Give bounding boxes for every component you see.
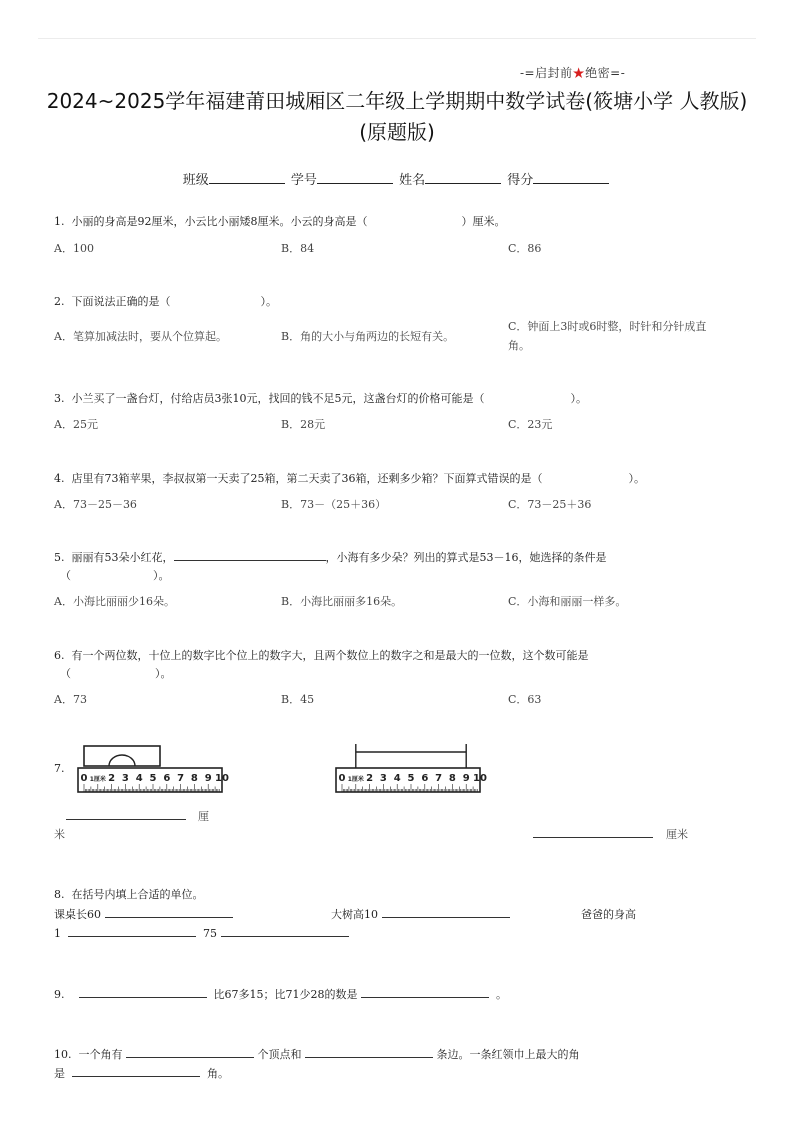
option-2c-cont: 角。	[508, 339, 530, 352]
question-3: 3. 小兰买了一盏台灯，付给店员3张10元，找回的钱不足5元，这盏台灯的价格可能是（ ）。	[54, 392, 587, 405]
score-label: 得分	[507, 173, 534, 188]
measured-object-right	[356, 744, 466, 768]
class-blank[interactable]	[209, 171, 285, 184]
ruler-tick-label: 2	[108, 773, 116, 784]
question-8-item-4: 1 75	[54, 925, 349, 940]
option-1a[interactable]: A．100	[54, 242, 94, 255]
ruler-tick-label: 10	[473, 773, 487, 784]
star-icon: ★	[572, 66, 586, 80]
option-3c[interactable]: C．23元	[508, 418, 553, 431]
ruler-tick-label: 1厘米	[89, 776, 106, 783]
question-2: 2. 下面说法正确的是（ ）。	[54, 295, 277, 308]
top-rule	[38, 38, 756, 39]
unit-7b: 厘米	[666, 828, 688, 841]
option-5c[interactable]: C．小海和丽丽一样多。	[508, 595, 627, 608]
unit-7a-cont: 米	[54, 828, 65, 841]
question-10-cont: 是 角。	[54, 1067, 229, 1080]
option-3b[interactable]: B．28元	[281, 418, 326, 431]
ruler-tick-label: 7	[177, 773, 185, 784]
ruler-tick-label: 3	[121, 773, 129, 784]
option-1c[interactable]: C．86	[508, 242, 542, 255]
question-5: 5. 丽丽有53朵小红花， ，小海有多少朵？列出的算式是53－16，她选择的条件是	[54, 551, 607, 564]
ruler-tick-label: 4	[393, 773, 401, 784]
answer-blank-9a[interactable]	[79, 986, 207, 998]
ruler-tick-label: 9	[462, 773, 470, 784]
question-9: 9. 比67多15；比71少28的数是 。	[54, 988, 507, 1001]
id-label: 学号	[290, 173, 317, 188]
answer-blank-8b[interactable]	[382, 906, 510, 918]
ruler-tick-label: 2	[366, 773, 374, 784]
ruler-figure-left	[76, 740, 229, 798]
option-4b[interactable]: B．73－（25＋36）	[281, 498, 387, 511]
answer-blank-10a[interactable]	[126, 1046, 254, 1058]
ruler-tick-label: 8	[448, 773, 456, 784]
answer-blank-5a[interactable]	[174, 549, 326, 561]
question-6: 6. 有一个两位数，十位上的数字比个位上的数字大，且两个数位上的数字之和是最大的一位数，这个数可能是	[54, 649, 589, 662]
ruler-tick-label: 6	[421, 773, 429, 784]
id-blank[interactable]	[317, 171, 393, 184]
student-info-row	[0, 169, 794, 188]
question-8-item-1: 课桌长60	[54, 906, 233, 922]
seal-stamp: -=启封前★绝密=-	[520, 66, 626, 80]
ruler-tick-label: 4	[135, 773, 143, 784]
ruler-tick-label: 8	[190, 773, 198, 784]
ruler-tick-label: 6	[163, 773, 171, 784]
question-7: 7.	[54, 762, 65, 775]
option-5b[interactable]: B．小海比丽丽多16朵。	[281, 595, 403, 608]
option-2b[interactable]: B．角的大小与角两边的长短有关。	[281, 330, 455, 343]
score-blank[interactable]	[533, 171, 609, 184]
ruler-tick-label: 9	[204, 773, 212, 784]
ruler-tick-label: 7	[435, 773, 443, 784]
question-6-cont: （ ）。	[60, 667, 172, 680]
class-label: 班级	[182, 173, 209, 188]
option-6c[interactable]: C．63	[508, 693, 542, 706]
option-4a[interactable]: A．73－25－36	[54, 498, 137, 511]
answer-blank-7a[interactable]	[66, 808, 186, 820]
ruler-tick-label: 1厘米	[347, 776, 364, 783]
question-8-item-3: 爸爸的身高	[581, 908, 636, 921]
ruler-figure-right	[334, 740, 487, 798]
answer-blank-10b[interactable]	[305, 1046, 433, 1058]
option-3a[interactable]: A．25元	[54, 418, 98, 431]
question-8-item-2: 大树高10	[331, 906, 510, 922]
option-6a[interactable]: A．73	[54, 693, 87, 706]
answer-blank-8c[interactable]	[68, 925, 196, 937]
ruler-tick-label: 3	[379, 773, 387, 784]
name-blank[interactable]	[425, 171, 501, 184]
answer-blank-7b[interactable]	[533, 826, 653, 838]
answer-blank-8d[interactable]	[221, 925, 349, 937]
option-2c[interactable]: C．钟面上3时或6时整，时针和分针成直	[508, 320, 707, 333]
question-5-cont: （ ）。	[60, 569, 170, 582]
answer-blank-8a[interactable]	[105, 906, 233, 918]
answer-blank-10c[interactable]	[72, 1065, 200, 1077]
unit-7a: 厘	[198, 810, 209, 823]
name-label: 姓名	[399, 173, 426, 188]
option-1b[interactable]: B．84	[281, 242, 315, 255]
ruler-tick-label: 0	[338, 773, 346, 784]
option-4c[interactable]: C．73－25＋36	[508, 498, 592, 511]
question-4: 4. 店里有73箱苹果，李叔叔第一天卖了25箱，第二天卖了36箱，还剩多少箱？下面算式错误的是（ ）。	[54, 472, 645, 485]
measured-object-left	[84, 746, 160, 766]
answer-blank-9b[interactable]	[361, 986, 489, 998]
exam-title: 2024~2025学年福建莆田城厢区二年级上学期期中数学试卷(筱塘小学 人教版) (原题版)	[46, 89, 748, 144]
question-10: 10. 一个角有 个顶点和 条边。一条红领巾上最大的角	[54, 1048, 580, 1061]
ruler-tick-label: 5	[149, 773, 157, 784]
ruler-tick-label: 5	[407, 773, 415, 784]
ruler-tick-label: 0	[80, 773, 88, 784]
option-5a[interactable]: A．小海比丽丽少16朵。	[54, 595, 175, 608]
ruler-tick-label: 10	[215, 773, 229, 784]
question-1: 1. 小丽的身高是92厘米，小云比小丽矮8厘米。小云的身高是（ ）厘米。	[54, 215, 506, 228]
option-2a[interactable]: A．笔算加减法时，要从个位算起。	[54, 330, 227, 343]
question-8: 8. 在括号内填上合适的单位。	[54, 888, 204, 901]
option-6b[interactable]: B．45	[281, 693, 315, 706]
